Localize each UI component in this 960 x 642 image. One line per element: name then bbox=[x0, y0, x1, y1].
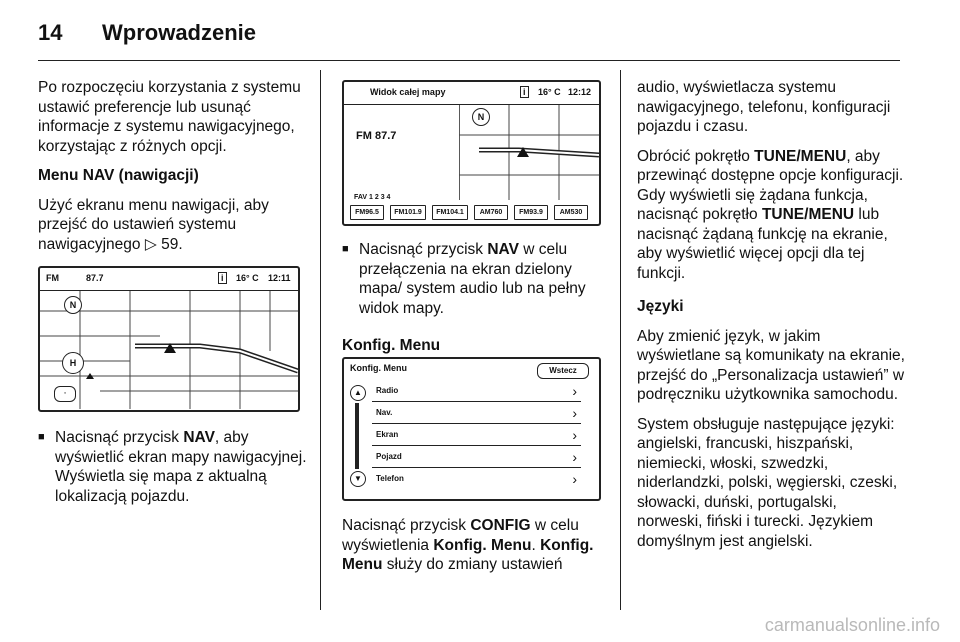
nav-page-ref: 59. bbox=[161, 235, 183, 253]
preset-button-6[interactable]: AM530 bbox=[554, 205, 588, 220]
preset-button-3[interactable]: FM104.1 bbox=[432, 205, 468, 220]
favorites-label: FAV 1 2 3 4 bbox=[354, 194, 391, 201]
nav-split-bullet: ■ Nacisnąć przycisk NAV w celu przełączenia na ekran dzielony mapa/ system audio lub na pełny widok mapy. bbox=[342, 240, 607, 318]
radio-station: FM 87.7 bbox=[356, 130, 397, 142]
column-1-bullet bbox=[38, 428, 308, 516]
scrollbar[interactable] bbox=[355, 403, 359, 469]
menu-item-radio[interactable]: Radio › bbox=[372, 381, 581, 402]
status-bar: FM 87.7 i 16° C 12:11 bbox=[40, 268, 298, 291]
column-2-config-text bbox=[342, 516, 607, 585]
page-number: 14 bbox=[38, 20, 63, 45]
menu-item-phone[interactable]: Telefon › bbox=[376, 471, 577, 487]
home-icon[interactable]: H bbox=[62, 352, 84, 374]
scroll-up-icon[interactable]: ▲ bbox=[350, 385, 366, 401]
nav-bullet: ■ Nacisnąć przycisk NAV, aby wyświetlić ekran mapy nawigacyjnej. Wyświetla się mapa z aktualną lokalizacją pojazdu. bbox=[38, 428, 308, 506]
column-2 bbox=[342, 240, 607, 366]
nav-menu-text: Użyć ekranu menu nawigacji, aby przejść do ustawień systemu nawigacyjnego ▷ 59. bbox=[38, 196, 269, 253]
zoom-scale-icon[interactable]: ◦ bbox=[54, 386, 76, 402]
watermark: carmanualsonline.info bbox=[764, 615, 940, 635]
north-arrow-icon[interactable]: N bbox=[472, 108, 490, 126]
languages-text: Aby zmienić język, w jakim wyświetlane są komunikaty na ekranie, przejść do „Personalizacja ustawień” w podręczniku użytkownika samochodu. bbox=[637, 327, 905, 403]
intro-paragraph: Po rozpoczęciu korzystania z systemu ustawić preferencje lub usunąć informacje z systemu nawigacyjnego, korzystając z różnych opcji. bbox=[38, 79, 301, 155]
page-header bbox=[38, 20, 256, 46]
menu-item-nav[interactable]: Nav. › bbox=[372, 403, 581, 424]
nav-menu-heading: Menu NAV (nawigacji) bbox=[38, 167, 199, 184]
preset-button-2[interactable]: FM101.9 bbox=[390, 205, 426, 220]
info-icon: i bbox=[520, 86, 529, 98]
page-title: Wprowadzenie bbox=[102, 20, 257, 45]
chevron-right-icon: › bbox=[572, 427, 577, 443]
chevron-right-icon: › bbox=[572, 471, 577, 487]
column-divider-2 bbox=[620, 70, 621, 610]
preset-button-4[interactable]: AM760 bbox=[474, 205, 508, 220]
config-menu-title: Konfig. Menu bbox=[350, 363, 407, 373]
full-map-screen bbox=[342, 80, 601, 226]
languages-list: System obsługuje następujące języki: angielski, francuski, hiszpański, niemiecki, włoski, szwedzki, niderlandzki, polski, węgierski, czeski, słowacki, duński, portugalski, norweski, fiński i turecki. Językiem domyślnym jest angielski. bbox=[637, 415, 898, 550]
languages-heading: Języki bbox=[637, 298, 684, 315]
tune-menu-paragraph: Obrócić pokrętło TUNE/MENU, aby przewinąć dostępne opcje konfiguracji. Gdy wyświetli się żądana funkcja, nacisnąć pokrętło TUNE/MENU lub nacisnąć żądaną funkcję na ekranie, aby wyświetlić więcej opcji dla tej funkcji. bbox=[637, 147, 904, 282]
back-button[interactable]: Wstecz bbox=[537, 363, 589, 379]
column-1 bbox=[38, 78, 308, 264]
info-icon: i bbox=[218, 272, 227, 284]
header-rule bbox=[38, 60, 900, 61]
column-3 bbox=[637, 78, 905, 561]
preset-button-1[interactable]: FM96.5 bbox=[350, 205, 384, 220]
config-menu-heading: Konfig. Menu bbox=[342, 337, 441, 354]
chevron-right-icon: › bbox=[572, 405, 577, 421]
config-continued: audio, wyświetlacza systemu nawigacyjnego, telefonu, konfiguracji pojazdu i czasu. bbox=[637, 79, 891, 135]
page-reference-arrow-icon: ▷ bbox=[144, 235, 157, 253]
menu-item-vehicle[interactable]: Pojazd › bbox=[372, 447, 581, 468]
north-arrow-icon[interactable]: N bbox=[64, 296, 82, 314]
config-paragraph: Nacisnąć przycisk CONFIG w celu wyświetlenia Konfig. Menu. Konfig. Menu służy do zmiany ustawień bbox=[342, 517, 594, 573]
chevron-right-icon: › bbox=[572, 449, 577, 465]
preset-button-5[interactable]: FM93.9 bbox=[514, 205, 548, 220]
status-bar: Widok całej mapy i 16° C 12:12 bbox=[344, 82, 599, 105]
nav-map-screen bbox=[38, 266, 300, 412]
scroll-down-icon[interactable]: ▼ bbox=[350, 471, 366, 487]
column-divider-1 bbox=[320, 70, 321, 610]
menu-item-screen[interactable]: Ekran › bbox=[372, 425, 581, 446]
config-menu-screen bbox=[342, 357, 601, 501]
chevron-right-icon: › bbox=[572, 383, 577, 399]
